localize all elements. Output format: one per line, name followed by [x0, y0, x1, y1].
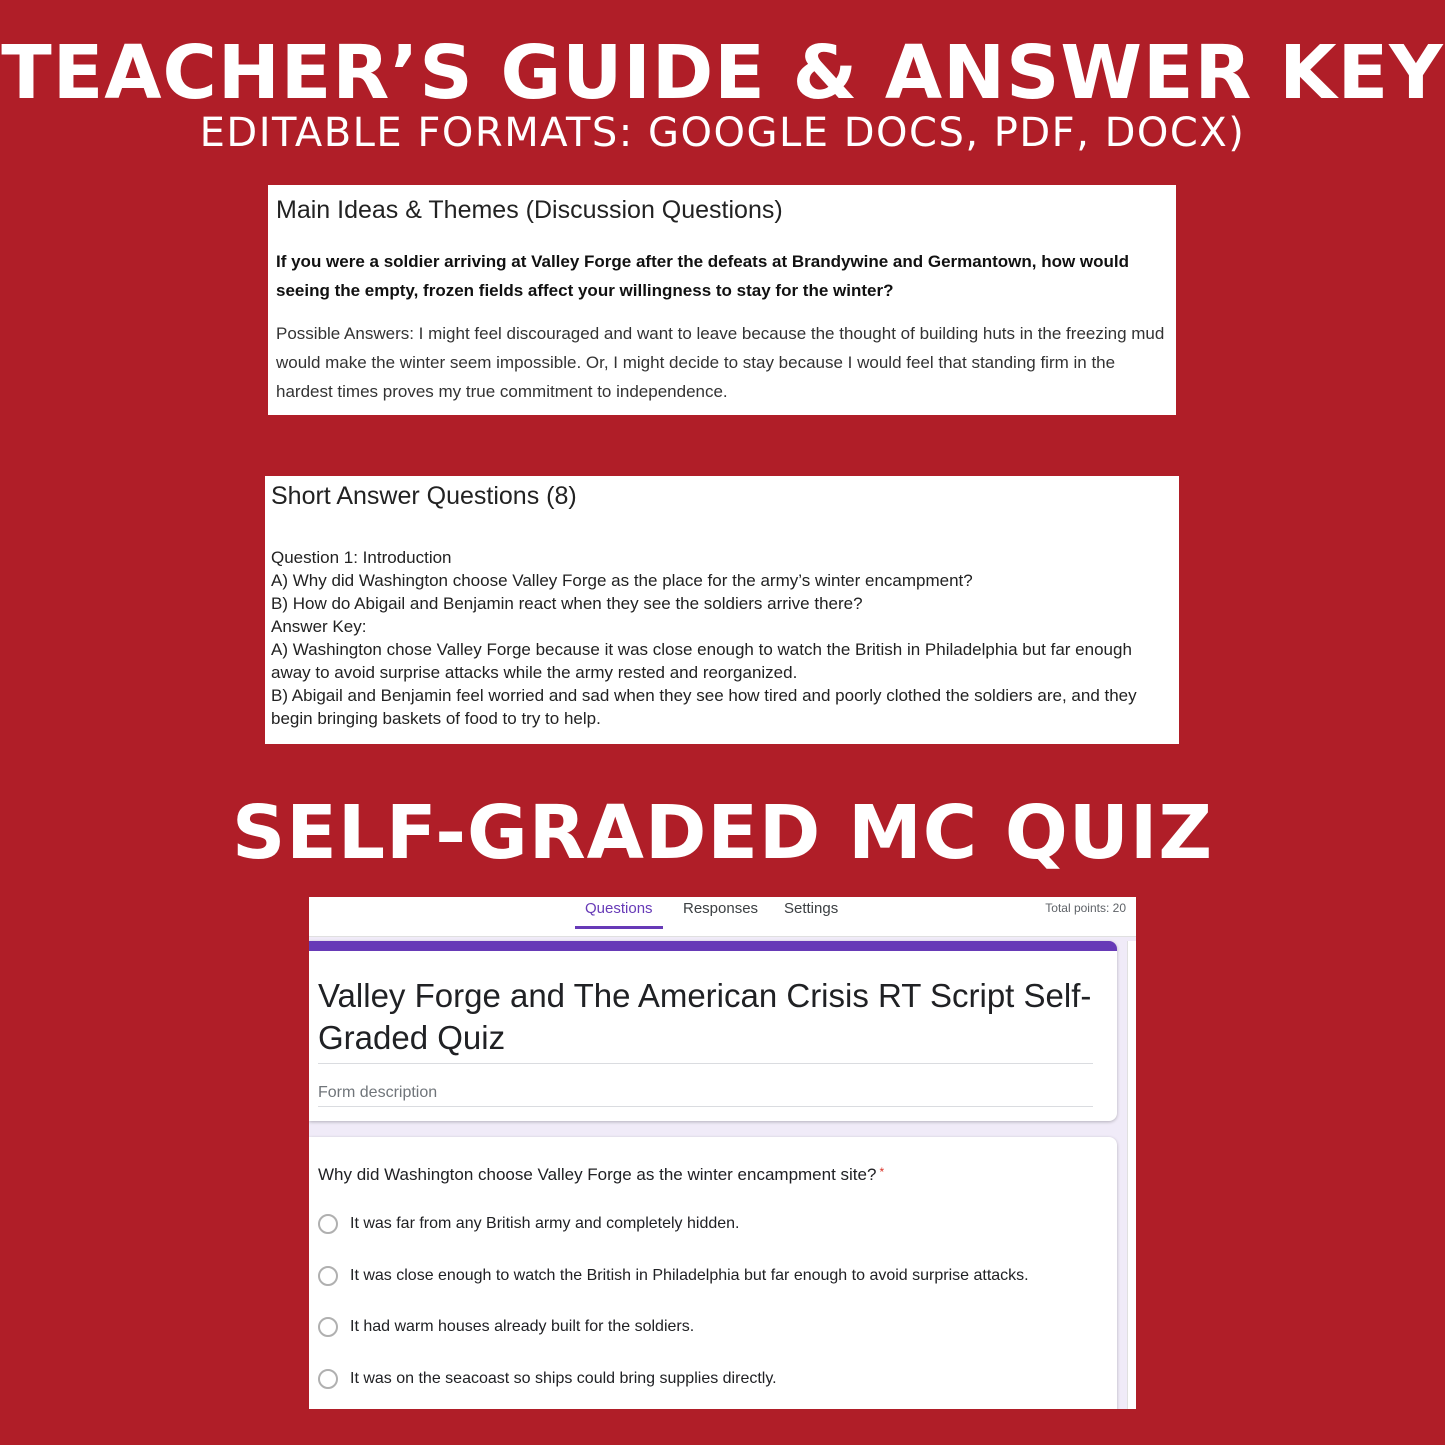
radio-button-icon[interactable] — [318, 1266, 338, 1286]
question-card — [309, 1137, 1117, 1409]
answer-b: B) Abigail and Benjamin feel worried and sad when they see how tired and poorly clothed the soldiers are, and they begin bringing baskets of food to try to help. — [271, 686, 1137, 728]
form-tab-bar — [309, 897, 1136, 937]
question-a: A) Why did Washington choose Valley Forge as the place for the army’s winter encampment? — [271, 571, 973, 590]
discussion-question: If you were a soldier arriving at Valley Forge after the defeats at Brandywine and Germantown, how would seeing the empty, frozen fields affect your willingness to stay for the winter? — [276, 252, 1130, 300]
option-label: It had warm houses already built for the soldiers. — [350, 1318, 695, 1335]
possible-answers: Possible Answers: I might feel discouraged and want to leave because the thought of building huts in the freezing mud would make the winter seem impossible. Or, I might decide to stay because I would feel that standing firm in the hardest times proves my true commitment to independence. — [276, 324, 1165, 401]
tab-responses[interactable]: Responses — [683, 900, 759, 917]
main-title: TEACHER’S GUIDE & ANSWER KEY — [1, 30, 1444, 116]
form-description-field[interactable]: Form description — [318, 1084, 1093, 1107]
tab-questions[interactable]: Questions — [575, 897, 663, 929]
radio-button-icon[interactable] — [318, 1369, 338, 1389]
question-heading: Question 1: Introduction — [271, 548, 452, 567]
scrollbar[interactable] — [1127, 941, 1136, 1409]
total-points: Total points: 20 — [1045, 901, 1126, 915]
quiz-heading: SELF-GRADED MC QUIZ — [231, 790, 1214, 876]
tab-settings[interactable]: Settings — [784, 900, 839, 917]
radio-button-icon[interactable] — [318, 1317, 338, 1337]
question-b: B) How do Abigail and Benjamin react when they see the soldiers arrive there? — [271, 594, 863, 613]
radio-button-icon[interactable] — [318, 1214, 338, 1234]
subtitle: EDITABLE FORMATS: GOOGLE DOCS, PDF, DOCX) — [199, 110, 1246, 156]
answer-key-label: Answer Key: — [271, 617, 367, 636]
question-label: Why did Washington choose Valley Forge as the winter encampment site? — [318, 1165, 877, 1184]
form-title-card — [309, 941, 1117, 1121]
google-form-screenshot — [309, 897, 1136, 1409]
answer-a: A) Washington chose Valley Forge because it was close enough to watch the British in Philadelphia but far enough away to avoid surprise attacks while the army rested and reorganized. — [271, 640, 1132, 682]
form-title[interactable]: Valley Forge and The American Crisis RT Script Self-Graded Quiz — [318, 975, 1093, 1064]
option-label: It was on the seacoast so ships could bring supplies directly. — [350, 1370, 777, 1387]
option-label: It was close enough to watch the British in Philadelphia but far enough to avoid surprise attacks. — [350, 1267, 1029, 1284]
required-asterisk: * — [879, 1165, 885, 1179]
themes-title: Main Ideas & Themes (Discussion Questions) — [276, 196, 783, 224]
themes-panel — [268, 185, 1176, 415]
option-label: It was far from any British army and completely hidden. — [350, 1215, 740, 1232]
question-text[interactable] — [318, 1165, 884, 1185]
short-answer-panel — [265, 476, 1179, 744]
short-answer-title: Short Answer Questions (8) — [271, 482, 577, 510]
